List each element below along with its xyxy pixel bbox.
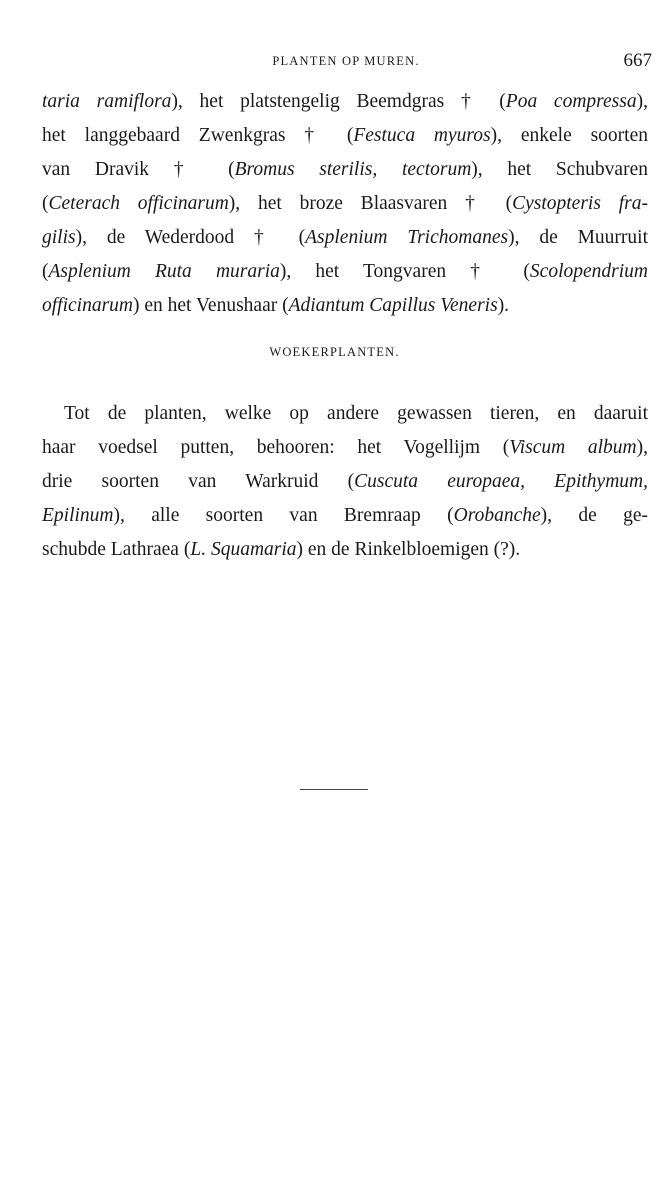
text-run: ), alle soorten van Bremraap ( bbox=[113, 505, 454, 526]
text-run: ), bbox=[636, 437, 649, 458]
text-run: ) en het Venushaar ( bbox=[133, 295, 289, 316]
running-head bbox=[40, 50, 652, 74]
latin-name: Cystopteris fra- bbox=[512, 193, 648, 214]
text-run: ), de ge- bbox=[540, 505, 648, 526]
text-run: het langgebaard Zwenkgras † ( bbox=[42, 125, 354, 146]
latin-name: officinarum bbox=[42, 295, 133, 316]
page-number: 667 bbox=[623, 50, 652, 71]
text-run: ), het broze Blaasvaren † ( bbox=[228, 193, 513, 214]
text-line bbox=[42, 292, 648, 320]
text-line bbox=[42, 88, 648, 116]
text-run: ), de Wederdood † ( bbox=[75, 227, 306, 248]
text-run: ). bbox=[497, 295, 510, 316]
section-heading: WOEKERPLANTEN. bbox=[269, 345, 400, 359]
text-line bbox=[42, 258, 648, 286]
latin-name: taria ramiflora bbox=[42, 91, 172, 112]
text-run: Tot de planten, welke op andere gewassen tieren, en daaruit bbox=[64, 403, 648, 424]
latin-name: Asplenium Trichomanes bbox=[305, 227, 509, 248]
text-line bbox=[64, 400, 648, 428]
text-run: ), het Schubvaren bbox=[471, 159, 648, 180]
text-run: schubde Lathraea ( bbox=[42, 539, 191, 560]
text-run: ( bbox=[42, 193, 49, 214]
text-line bbox=[42, 156, 648, 184]
latin-name: Scolopendrium bbox=[529, 261, 648, 282]
latin-name: gilis bbox=[42, 227, 76, 248]
text-run: ), het platstengelig Beemdgras † ( bbox=[171, 91, 506, 112]
text-run: haar voedsel putten, behooren: het Vogellijm ( bbox=[42, 437, 510, 458]
latin-name: Bromus sterilis, tectorum bbox=[234, 159, 472, 180]
end-rule bbox=[300, 789, 368, 790]
text-line bbox=[42, 536, 648, 564]
latin-name: Asplenium Ruta muraria bbox=[48, 261, 280, 282]
text-run: ), het Tongvaren † ( bbox=[279, 261, 530, 282]
latin-name: Cuscuta europaea, Epithymum, bbox=[354, 471, 648, 492]
latin-name: Ceterach officinarum bbox=[48, 193, 229, 214]
latin-name: Epilinum bbox=[42, 505, 114, 526]
latin-name: L. Squamaria bbox=[190, 539, 297, 560]
latin-name: Orobanche bbox=[453, 505, 541, 526]
text-run: ), bbox=[636, 91, 648, 112]
latin-name: Viscum album bbox=[509, 437, 637, 458]
latin-name: Adiantum Capillus Veneris bbox=[288, 295, 498, 316]
text-run: ) en de Rinkelbloemigen (?). bbox=[296, 539, 521, 560]
latin-name: Poa compressa bbox=[505, 91, 637, 112]
text-line bbox=[42, 224, 648, 252]
text-run: drie soorten van Warkruid ( bbox=[42, 471, 355, 492]
text-line bbox=[42, 502, 648, 530]
text-line bbox=[42, 434, 648, 462]
text-run: ), enkele soorten bbox=[490, 125, 648, 146]
text-run: ( bbox=[42, 261, 49, 282]
text-line bbox=[42, 190, 648, 218]
text-run: ), de Muurruit bbox=[508, 227, 648, 248]
text-run: van Dravik † ( bbox=[42, 159, 235, 180]
text-line bbox=[42, 468, 648, 496]
latin-name: Festuca myuros bbox=[353, 125, 491, 146]
running-title: PLANTEN OP MUREN. bbox=[272, 54, 420, 68]
text-line bbox=[42, 122, 648, 150]
